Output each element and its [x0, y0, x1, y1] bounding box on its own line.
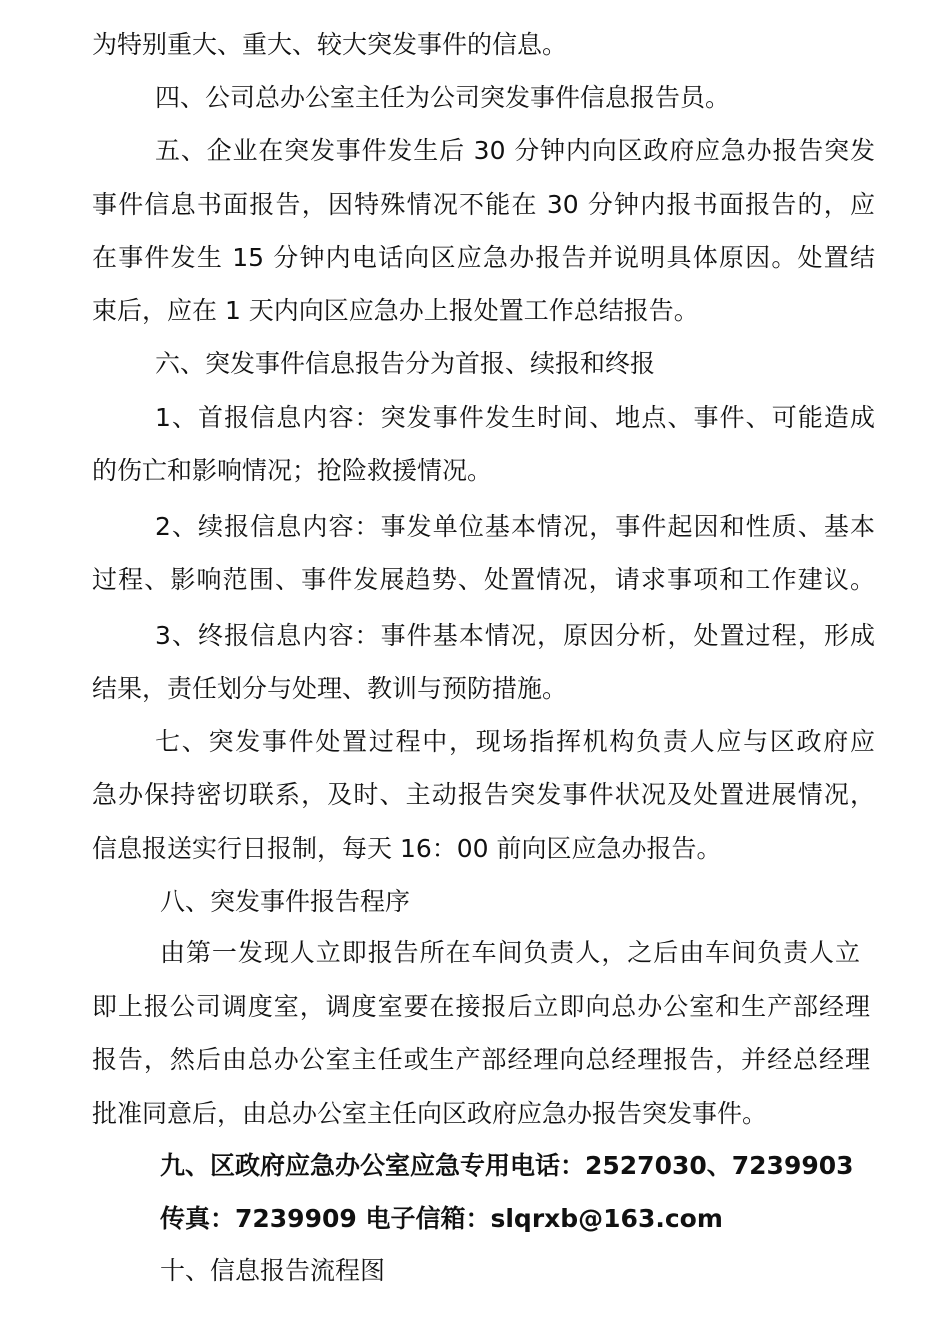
item-6-3-line-1: 3、终报信息内容：事件基本情况，原因分析，处置过程，形成	[155, 621, 875, 650]
item-6-3-line-2: 结果，责任划分与处理、教训与预防措施。	[92, 674, 568, 703]
item-9-phone: 九、区政府应急办公室应急专用电话：2527030、7239903	[160, 1151, 854, 1180]
item-8-heading: 八、突发事件报告程序	[160, 887, 411, 916]
fax-email: 传真：7239909 电子信箱：slqrxb@163.com	[160, 1204, 723, 1233]
item-7-line-3: 信息报送实行日报制，每天 16：00 前向区应急办报告。	[92, 834, 722, 863]
item-6-2-line-1: 2、续报信息内容：事发单位基本情况，事件起因和性质、基本	[155, 512, 875, 541]
item-10-heading: 十、信息报告流程图	[160, 1256, 386, 1285]
item-5-line-3: 在事件发生 15 分钟内电话向区应急办报告并说明具体原因。处置结	[92, 243, 875, 272]
line-continuation: 为特别重大、重大、较大突发事件的信息。	[92, 30, 568, 59]
item-5-line-1: 五、企业在突发事件发生后 30 分钟内向区政府应急办报告突发	[155, 136, 875, 165]
item-8-line-1: 由第一发现人立即报告所在车间负责人，之后由车间负责人立	[160, 938, 860, 967]
item-7-line-1: 七、突发事件处置过程中，现场指挥机构负责人应与区政府应	[155, 727, 875, 756]
item-4: 四、公司总办公室主任为公司突发事件信息报告员。	[155, 83, 731, 112]
item-6: 六、突发事件信息报告分为首报、续报和终报	[155, 349, 656, 378]
item-6-2-line-2: 过程、影响范围、事件发展趋势、处置情况，请求事项和工作建议。	[92, 565, 875, 594]
item-8-line-4: 批准同意后，由总办公室主任向区政府应急办报告突发事件。	[92, 1099, 768, 1128]
item-6-1-line-1: 1、首报信息内容：突发事件发生时间、地点、事件、可能造成	[155, 403, 875, 432]
item-6-1-line-2: 的伤亡和影响情况；抢险救援情况。	[92, 456, 493, 485]
item-7-line-2: 急办保持密切联系，及时、主动报告突发事件状况及处置进展情况，	[92, 780, 875, 809]
item-5-line-2: 事件信息书面报告，因特殊情况不能在 30 分钟内报书面报告的，应	[92, 190, 875, 219]
item-5-line-4: 束后，应在 1 天内向区应急办上报处置工作总结报告。	[92, 296, 699, 325]
item-8-line-2: 即上报公司调度室，调度室要在接报后立即向总办公室和生产部经理	[92, 992, 870, 1021]
item-8-line-3: 报告，然后由总办公室主任或生产部经理向总经理报告，并经总经理	[92, 1045, 870, 1074]
